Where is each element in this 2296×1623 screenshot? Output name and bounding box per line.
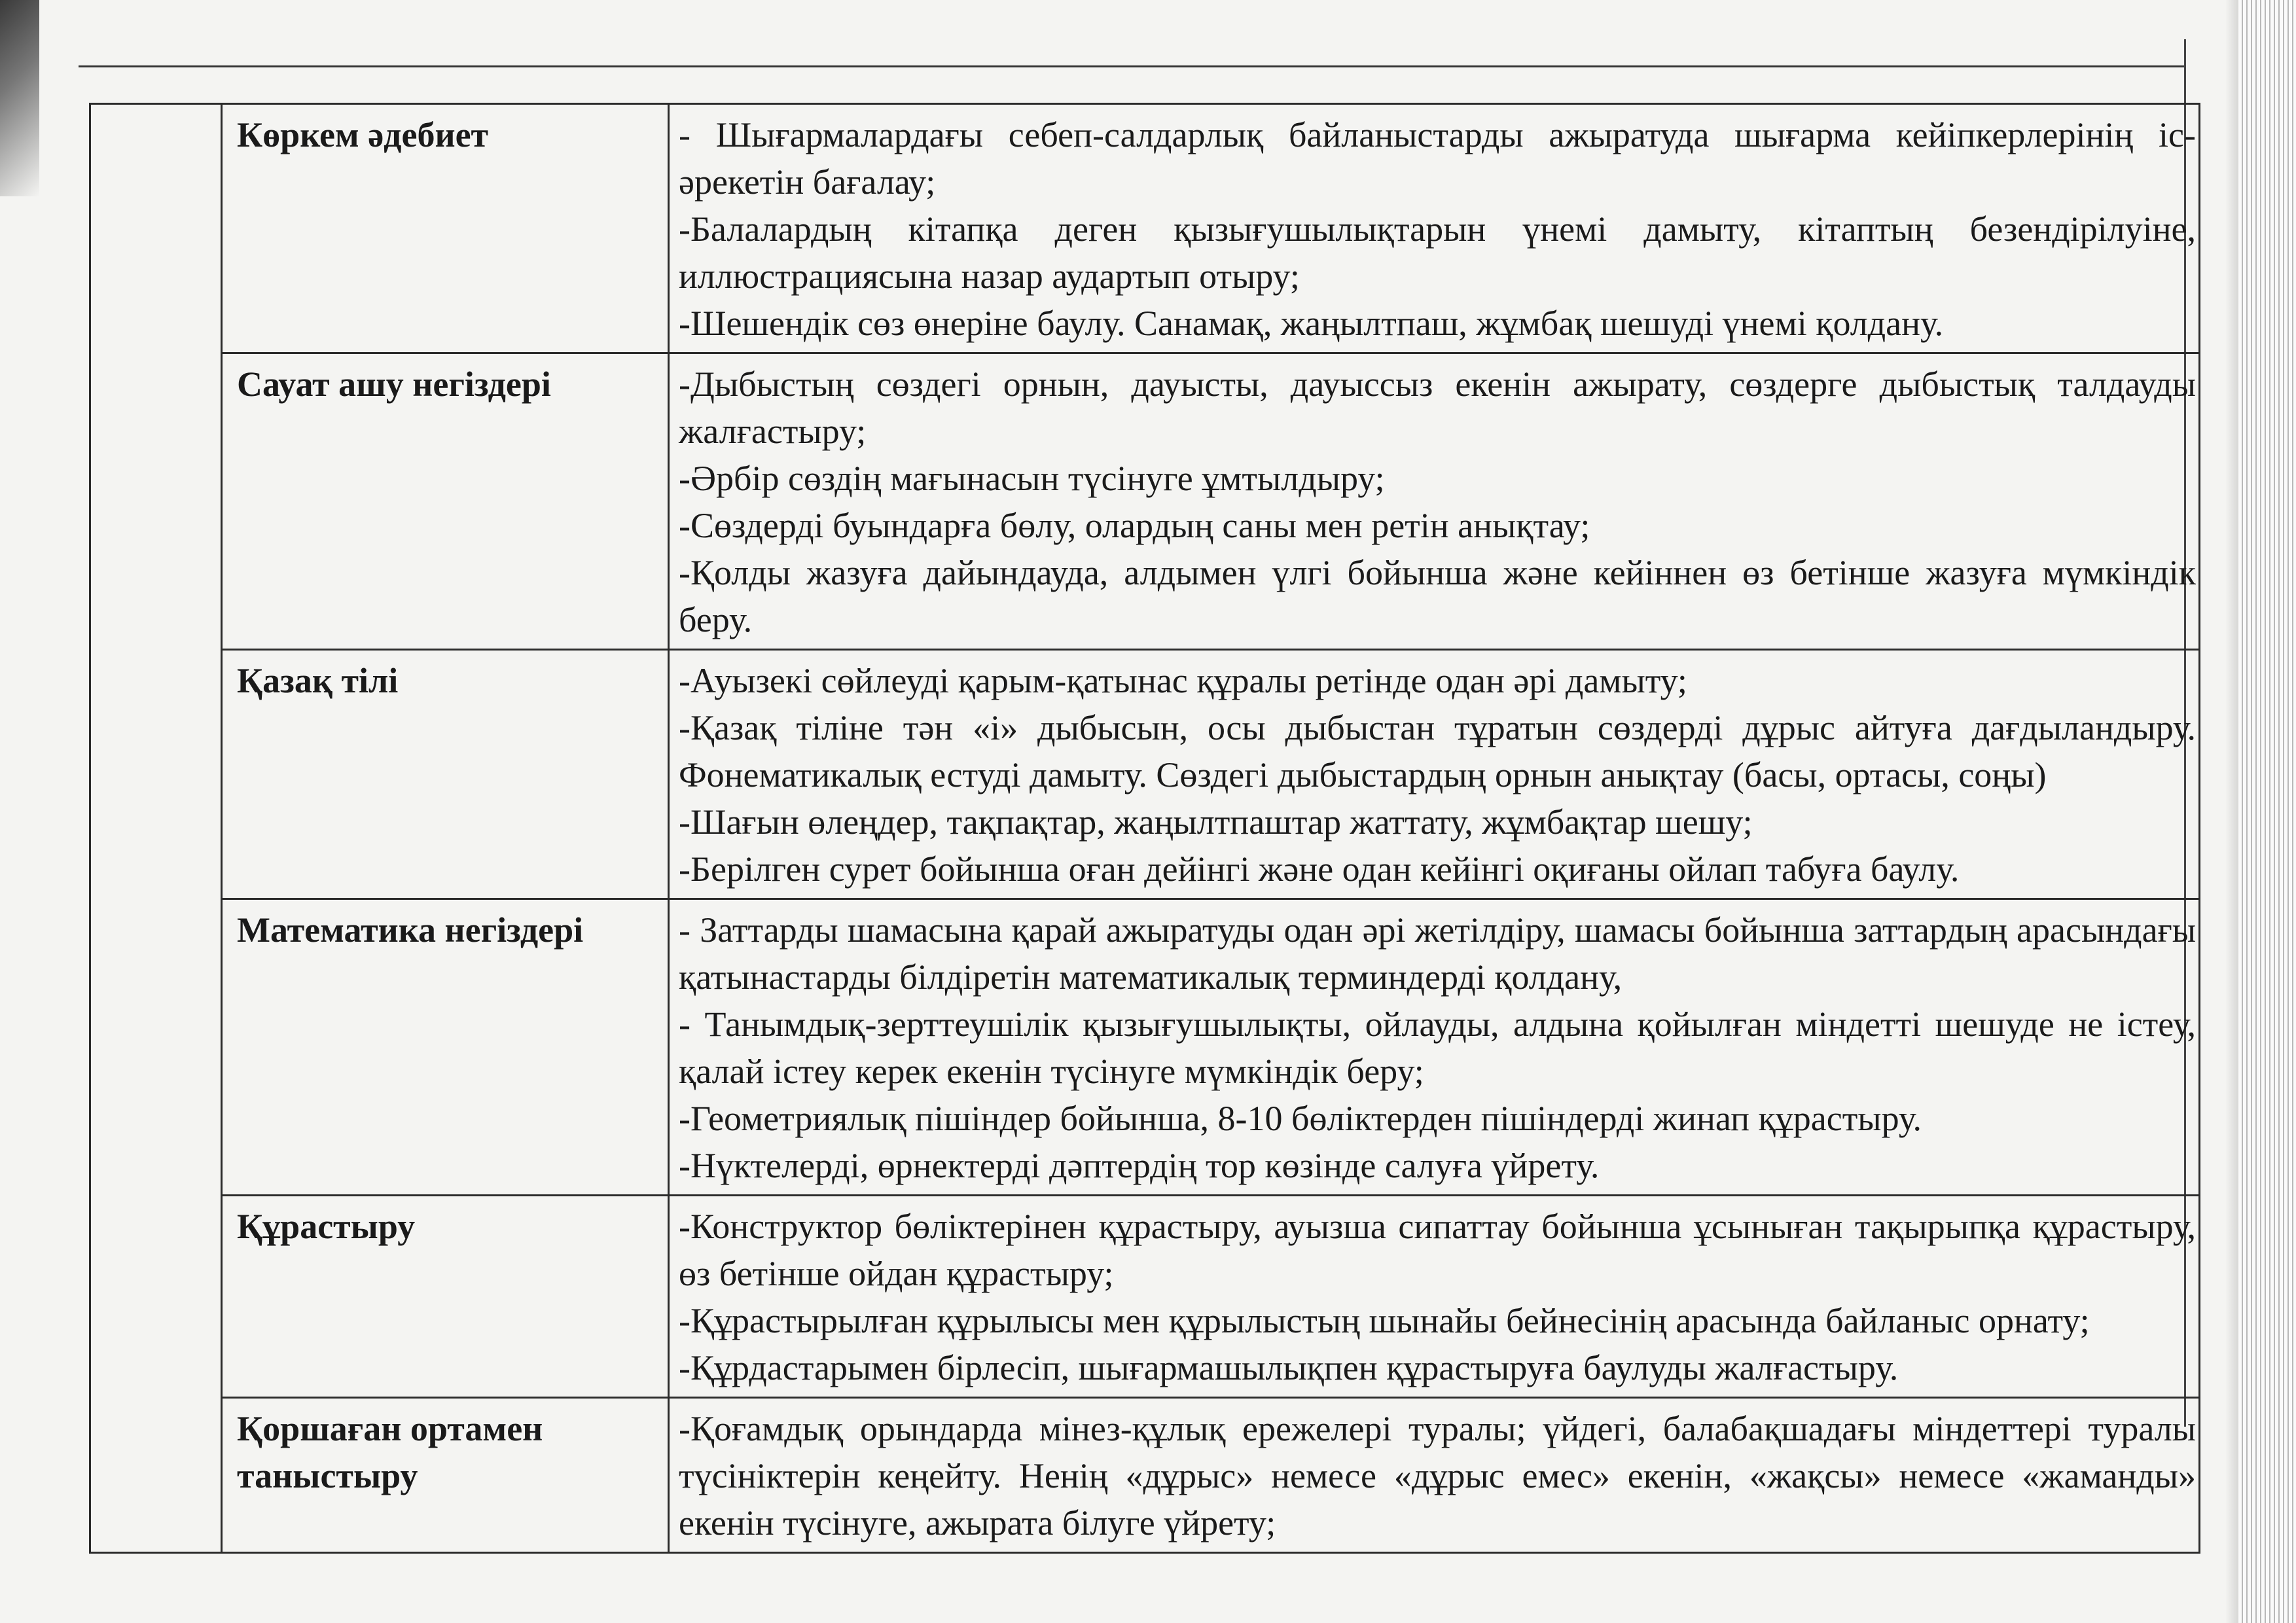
page-frame-top-line — [79, 65, 2186, 67]
content-line: -Нүктелерді, өрнектерді дәптердің тор көзінде салуға үйрету. — [679, 1146, 1600, 1185]
content-line: -Шешендік сөз өнеріне баулу. Санамақ, жаңылтпаш, жұмбақ шешуді үнемі қолдану. — [679, 304, 1944, 343]
page-stack-edge — [2238, 0, 2296, 1623]
content-line: -Геометриялық пішіндер бойынша, 8-10 бөліктерден пішіндерді жинап құрастыру. — [679, 1099, 1922, 1138]
content-line: -Конструктор бөліктерінен құрастыру, ауызша сипаттау бойынша ұсыныған тақырыпқа құрастыру, өз бетінше ойдан құрастыру; — [679, 1207, 2196, 1293]
table-row — [90, 104, 2200, 353]
subject-cell: Қазақ тілі — [222, 650, 669, 899]
table-row — [90, 899, 2200, 1196]
content-line: -Қоғамдық орындарда мінез-құлық ережелері туралы; үйдегі, балабақшадағы міндеттері туралы түсініктерін кеңейту. Ненің «дұрыс» немесе «дұрыс емес» екенін, «жақсы» немесе «жаманды» екенін түсінуге, ажырата білуге үйрету; — [679, 1409, 2196, 1543]
table-row — [90, 1398, 2200, 1553]
table-row — [90, 353, 2200, 650]
empty-left-column — [90, 104, 222, 1553]
content-line: -Балалардың кітапқа деген қызығушылықтарын үнемі дамыту, кітаптың безендірілуіне, иллюстрациясына назар аудартып отыру; — [679, 209, 2196, 296]
content-line: -Дыбыстың сөздегі орнын, дауысты, дауыссыз екенін ажырату, сөздерге дыбыстық талдауды жалғастыру; — [679, 365, 2196, 451]
content-line: -Қолды жазуға дайындауда, алдымен үлгі бойынша және кейіннен өз бетінше жазуға мүмкіндік беру. — [679, 553, 2196, 639]
content-line: -Ауызекі сөйлеуді қарым-қатынас құралы ретінде одан әрі дамыту; — [679, 661, 1687, 700]
content-cell — [669, 1398, 2200, 1553]
scan-shadow — [0, 0, 39, 196]
content-cell — [669, 1196, 2200, 1398]
content-cell — [669, 353, 2200, 650]
content-line: -Шағын өлеңдер, тақпақтар, жаңылтпаштар жаттату, жұмбақтар шешу; — [679, 802, 1753, 842]
content-line: -Қазақ тіліне тән «і» дыбысын, осы дыбыстан тұратын сөздерді дұрыс айтуға дағдыландыру. Фонематикалық естуді дамыту. Сөздегі дыбыстардың орнын анықтау (басы, ортасы, соңы) — [679, 708, 2196, 794]
table-row — [90, 650, 2200, 899]
subject-cell: Қоршаған ортамен таныстыру — [222, 1398, 669, 1553]
subject-cell: Сауат ашу негіздері — [222, 353, 669, 650]
content-line: - Заттарды шамасына қарай ажыратуды одан әрі жетілдіру, шамасы бойынша заттардың арасындағы қатынастарды білдіретін математикалық терминдерді қолдану, — [679, 910, 2196, 997]
content-cell — [669, 650, 2200, 899]
content-line: -Құрдастарымен бірлесіп, шығармашылықпен құрастыруға баулуды жалғастыру. — [679, 1348, 1899, 1387]
content-cell — [669, 104, 2200, 353]
subject-cell: Құрастыру — [222, 1196, 669, 1398]
content-line: - Шығармалардағы себеп-салдарлық байланыстарды ажыратуда шығарма кейіпкерлерінің іс-әрекетін бағалау; — [679, 115, 2196, 202]
content-line: -Құрастырылған құрылысы мен құрылыстың шынайы бейнесінің арасында байланыс орнату; — [679, 1301, 2090, 1340]
content-line: -Әрбір сөздің мағынасын түсінуге ұмтылдыру; — [679, 459, 1385, 498]
table-row — [90, 1196, 2200, 1398]
content-line: -Сөздерді буындарға бөлу, олардың саны мен ретін анықтау; — [679, 506, 1590, 545]
subject-cell: Көркем әдебиет — [222, 104, 669, 353]
content-line: -Берілген сурет бойынша оған дейінгі және одан кейінгі оқиғаны ойлап табуға баулу. — [679, 849, 1960, 889]
content-line: - Танымдық-зерттеушілік қызығушылықты, ойлауды, алдына қойылған міндетті шешуде не істеу, қалай істеу керек екенін түсінуге мүмкіндік беру; — [679, 1005, 2196, 1091]
subject-cell: Математика негіздері — [222, 899, 669, 1196]
content-cell — [669, 899, 2200, 1196]
curriculum-table — [89, 103, 2200, 1554]
